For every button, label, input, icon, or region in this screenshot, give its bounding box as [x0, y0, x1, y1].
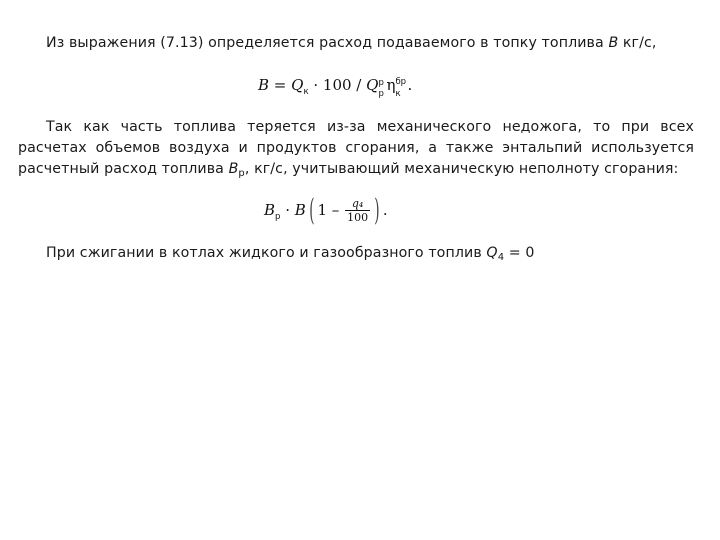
paragraph-mechanical-loss-tail: , кг/с, учитывающий механическую неполноту сгорания:	[244, 161, 679, 177]
formula1-Qp-sub: р	[378, 89, 384, 99]
formula1-Qp-sup: р	[378, 78, 384, 88]
paragraph-mechanical-loss	[18, 117, 694, 180]
formula2-fraction	[345, 197, 370, 225]
formula1-Q-sub: к	[303, 87, 309, 97]
formula2-period: .	[382, 201, 388, 219]
formula2-left-paren: (	[309, 193, 315, 228]
formula1-B: B	[258, 76, 270, 94]
formula2-operator: ·	[280, 201, 295, 219]
heat-loss-value: = 0	[504, 245, 535, 261]
formula1-Q: Q	[291, 76, 304, 94]
heat-loss-variable: Q	[486, 245, 498, 261]
formula-fuel-flow	[258, 76, 412, 97]
formula2-B: B	[294, 201, 306, 219]
formula1-eta-sub: к	[395, 89, 401, 99]
formula2-denominator: 100	[347, 211, 369, 224]
paragraph-intro-text: Из выражения (7.13) определяется расход подаваемого в топку топлива	[46, 35, 609, 51]
formula2-numerator: q₄	[345, 197, 370, 211]
heat-loss-subscript: 4	[497, 252, 505, 263]
paragraph-liquid-gas-text: При сжигании в котлах жидкого и газообразного топлив	[46, 245, 487, 261]
calc-fuel-flow-variable: B	[228, 161, 239, 177]
fuel-flow-unit: кг/с,	[618, 35, 657, 51]
paragraph-intro	[18, 33, 694, 54]
calc-fuel-flow-subscript: р	[238, 168, 245, 179]
formula1-equals: =	[269, 76, 292, 94]
formula-calc-fuel-flow	[264, 193, 388, 228]
formula1-eta: η	[386, 76, 396, 94]
paragraph-mechanical-loss-text: Так как часть топлива теряется из-за механического недожога, то при всех расчетах объемов воздуха и продуктов сгорания, а также энтальпий используется расчетный расход топлива	[18, 119, 694, 177]
formula2-right-paren: )	[374, 193, 380, 228]
formula1-period: .	[407, 76, 413, 94]
paragraph-liquid-gas-fuels	[18, 243, 694, 264]
formula1-Qp: Q	[366, 76, 379, 94]
fuel-flow-variable: B	[608, 35, 619, 51]
formula1-mult: · 100 /	[308, 76, 367, 94]
formula2-one-minus: 1 –	[317, 201, 345, 219]
formula2-Bp-sub: р	[275, 212, 281, 222]
formula1-eta-sup: бр	[395, 77, 407, 87]
formula2-Bp: B	[264, 201, 276, 219]
